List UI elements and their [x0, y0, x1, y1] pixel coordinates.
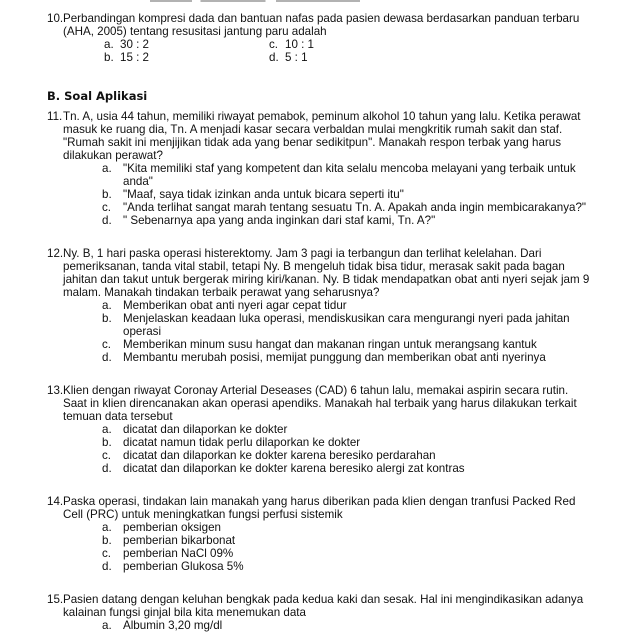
option: d. Membantu merubah posisi, memijat punggung dan memberikan obat anti nyerinya [102, 351, 546, 364]
option: d. dicatat dan dilaporkan ke dokter karena beresiko alergi zat kontras [102, 462, 465, 475]
question-15 [47, 593, 595, 632]
question-11 [47, 110, 595, 227]
question-12 [47, 247, 595, 364]
question-stem: Tn. A, usia 44 tahun, memiliki riwayat pemabok, peminum alkohol 10 tahun yang lalu. Ketika perawat masuk ke ruang dia, Tn. A menjadi kasar secara verbaldan mulai mengkritik rumah sakit dan staf. "Rumah sakit ini menjijikan tidak ada yang benar sedikitpun". Manakah respon terbak yang harus dilakukan perawat? [63, 110, 581, 162]
option: b. "Maaf, saya tidak izinkan anda untuk bicara seperti itu" [102, 188, 404, 201]
question-stem: Pasien datang dengan keluhan bengkak pada kedua kaki dan sesak. Hal ini mengindikasikan adanya kalainan fungsi ginjal bila kita menemukan data [63, 593, 584, 619]
option: b. pemberian bikarbonat [102, 534, 236, 547]
cropped-previous-line [150, 0, 360, 2]
question-stem: Paska operasi, tindakan lain manakah yang harus diberikan pada klien dengan tranfusi Packed Red Cell (PRC) untuk meningkatkan fungsi perfusi sistemik [63, 495, 576, 521]
question-stem: Ny. B, 1 hari paska operasi histerektomy. Jam 3 pagi ia terbangun dan terlihat kelelahan. Dari pemeriksanan, tanda vital stabil, tetapi Ny. B mengeluh tidak bisa tidur, merasak sakit pada bagan jahitan dan takut untuk bergerak miring kiri/kanan. Ny. B tidak mendapatkan obat anti nyeri sejak jam 9 malam. Manakah tindakan terbaik perawat yang seharusnya? [63, 247, 590, 299]
option: c. 10 : 1 [269, 38, 315, 51]
option: d. 5 : 1 [269, 51, 308, 64]
question-number: 14. [47, 495, 64, 508]
option-list [102, 423, 595, 475]
option: a. "Kita memiliki staf yang kompetent dan kita selalu mencoba melayani yang terbaik untuk anda" [102, 162, 576, 188]
option: b. dicatat namun tidak perlu dilaporkan ke dokter [102, 436, 361, 449]
option: b. 15 : 2 [104, 51, 150, 64]
option: a. 30 : 2 [104, 38, 150, 51]
question-stem: Perbandingan kompresi dada dan bantuan nafas pada pasien dewasa berdasarkan panduan terbaru (AHA, 2005) tentang resusitasi jantung paru adalah [63, 12, 580, 38]
option: a. dicatat dan dilaporkan ke dokter [102, 423, 288, 436]
option-grid [104, 38, 424, 64]
question-stem: Klien dengan riwayat Coronay Arterial Deseases (CAD) 6 tahun lalu, memakai aspirin secara rutin. Saat in klien direncanakan akan operasi apendiks. Manakah hal terbaik yang harus dilakukan terkait temuan data tersebut [63, 384, 577, 423]
option-list [102, 521, 595, 573]
question-number: 15. [47, 593, 64, 606]
question-number: 12. [47, 247, 64, 260]
option: d. pemberian Glukosa 5% [102, 560, 244, 573]
option-list [102, 299, 595, 364]
option: b. Menjelaskan keadaan luka operasi, mendiskusikan cara mengurangi nyeri pada jahitan operasi [102, 312, 570, 338]
question-number: 13. [47, 384, 64, 397]
question-10 [47, 12, 595, 64]
option: c. Memberikan minum susu hangat dan makanan ringan untuk merangsang kantuk [102, 338, 537, 351]
option: c. pemberian NaCl 09% [102, 547, 234, 560]
question-14 [47, 495, 595, 573]
option: c. dicatat dan dilaporkan ke dokter karena beresiko perdarahan [102, 449, 436, 462]
option: d. " Sebenarnya apa yang anda inginkan dari staf kami, Tn. A?" [102, 214, 436, 227]
question-number: 10. [47, 12, 64, 25]
option-list [102, 619, 595, 632]
question-13 [47, 384, 595, 475]
option: a. pemberian oksigen [102, 521, 221, 534]
option: a. Albumin 3,20 mg/dl [102, 619, 223, 632]
question-number: 11. [47, 110, 63, 123]
option-list [102, 162, 595, 227]
option: a. Memberikan obat anti nyeri agar cepat tidur [102, 299, 347, 312]
section-title: B. Soal Aplikasi [47, 89, 148, 103]
option: c. "Anda terlihat sangat marah tentang sesuatu Tn. A. Apakah anda ingin membicarakanya?" [102, 201, 587, 214]
